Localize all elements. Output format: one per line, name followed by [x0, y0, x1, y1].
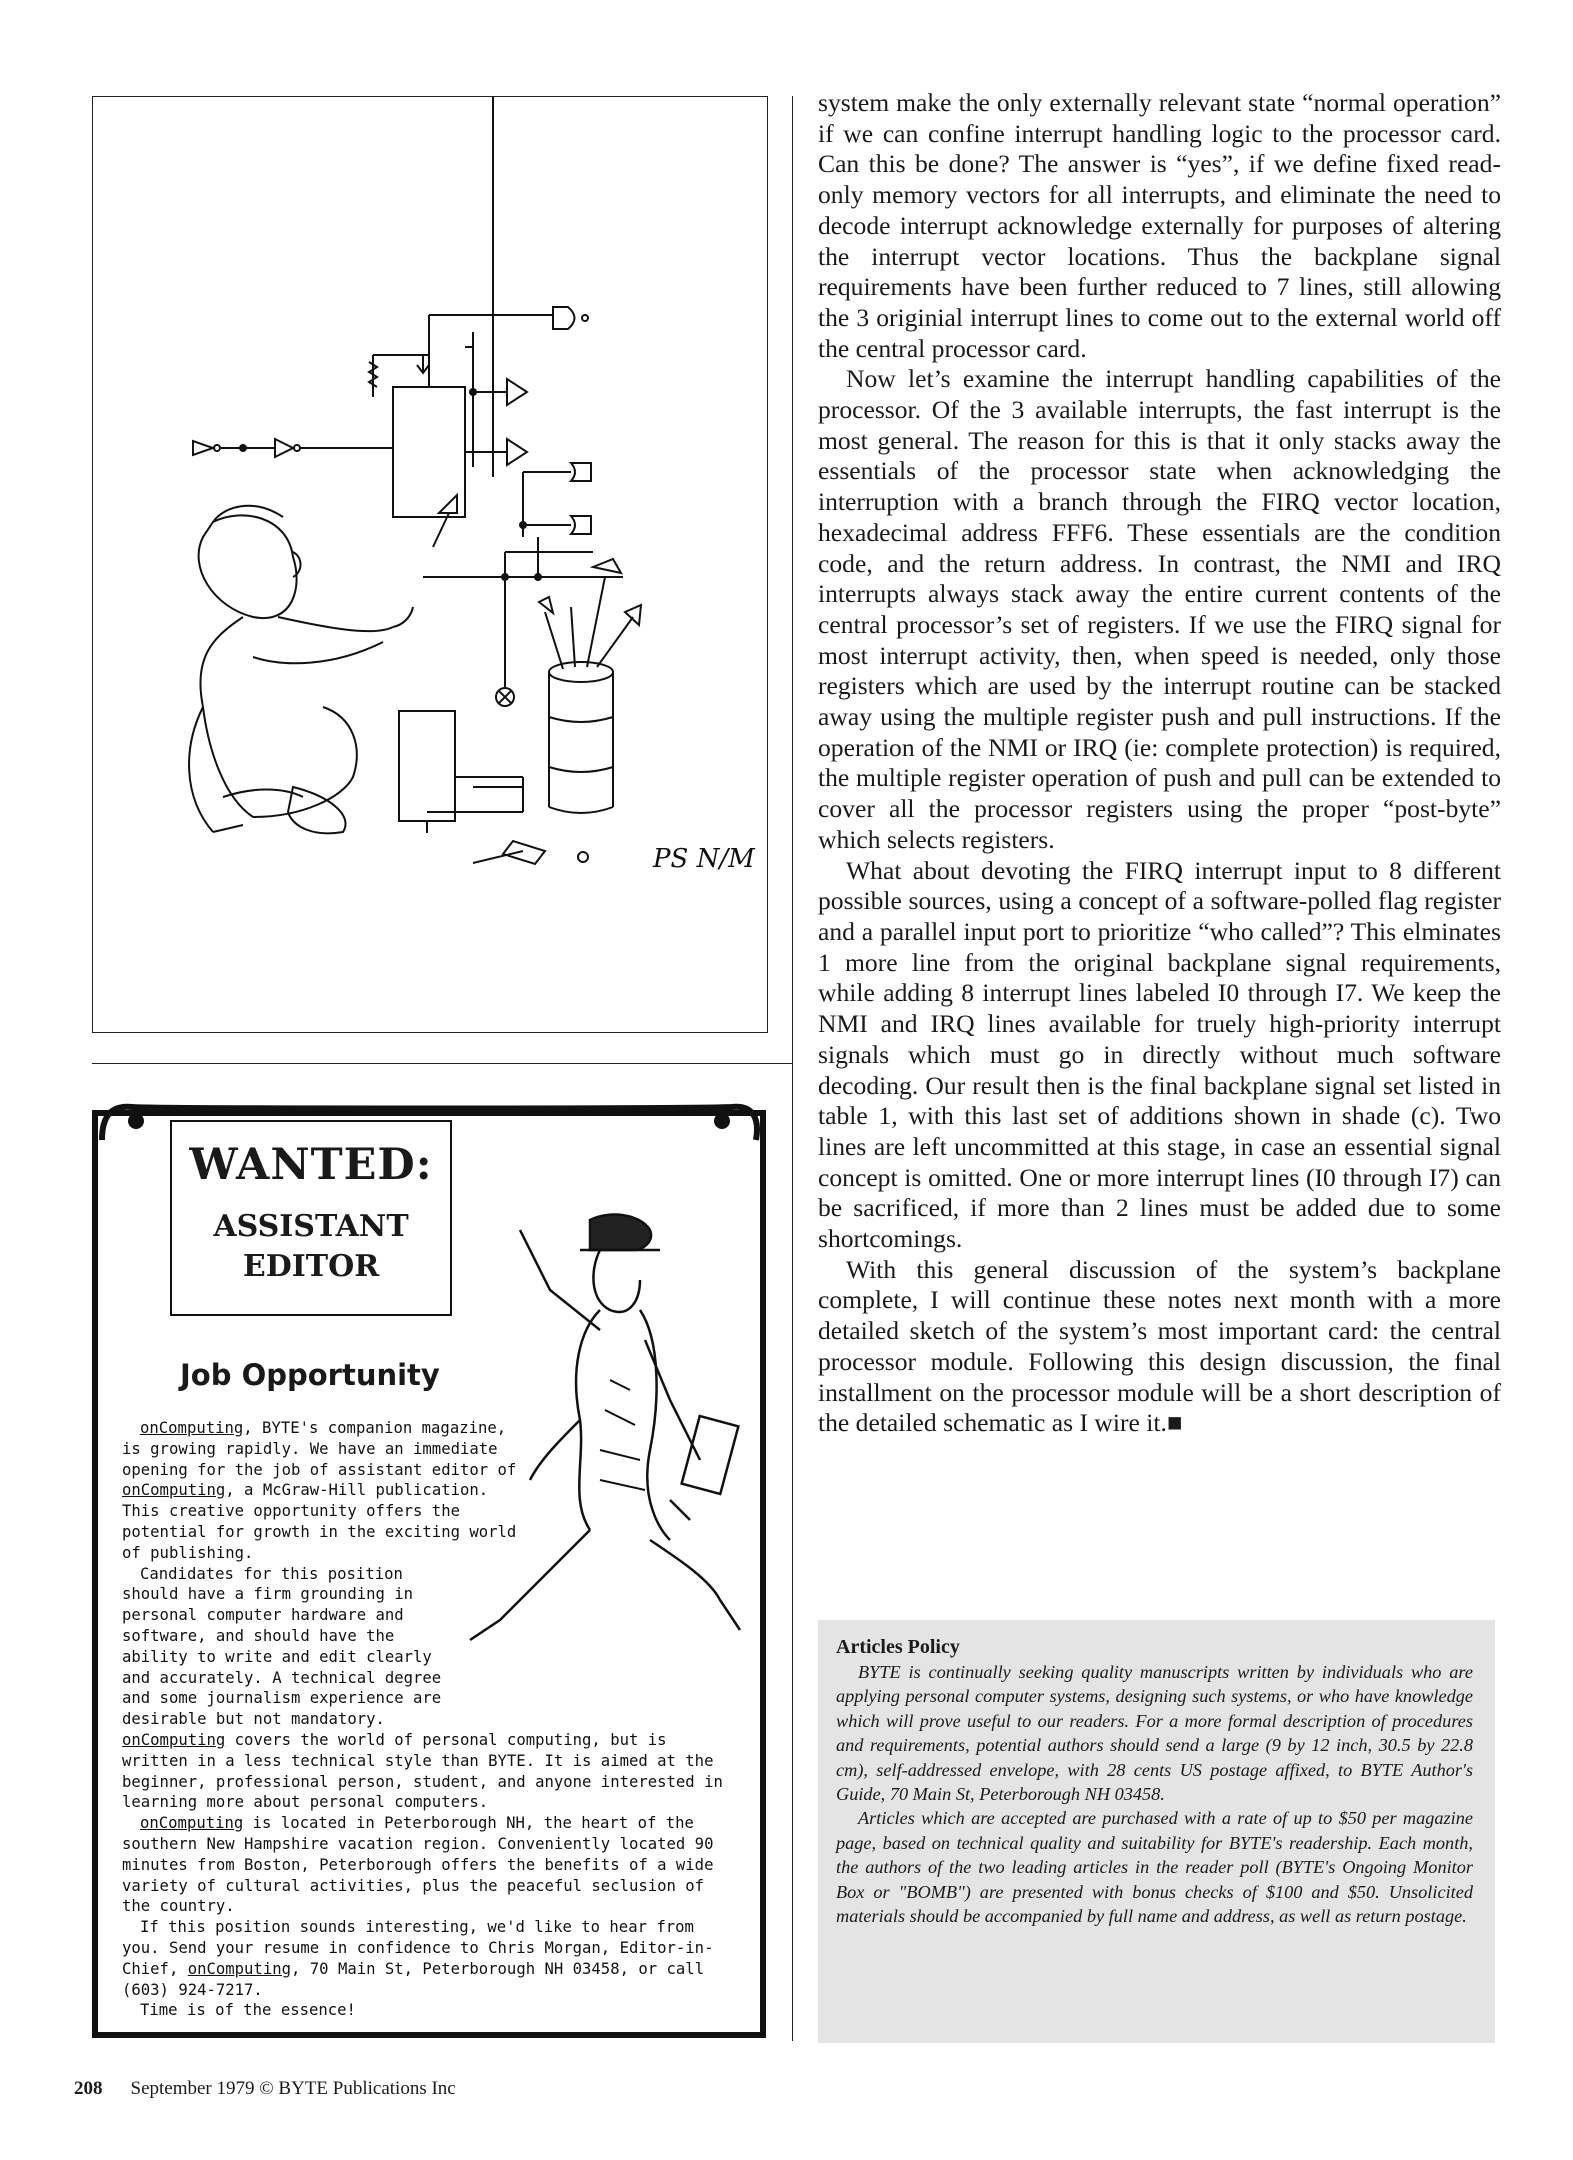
- oncomputing-link: onComputing: [140, 1419, 244, 1437]
- article-body: [818, 88, 1501, 1439]
- ad-paragraph: Candidates for this position should have a firm grounding in personal computer hardware and software, and should have the ability to write and edit clearly and accurately. A technical degree and some journalism experience are desirable but not mandatory.: [122, 1564, 442, 1729]
- job-ad-body: [122, 1418, 734, 2021]
- end-of-article-mark: ■: [1166, 1408, 1183, 1438]
- child-drawing-circuit-illustration: [93, 97, 769, 1034]
- position-title-line: ASSISTANT: [213, 1209, 409, 1244]
- article-paragraph-text: With this general discussion of the system’s backplane complete, I will continue these notes next month with a more detailed sketch of the system’s most important card: the central processor module. Following this design discussion, the final installment on the processor module will be a short description of the detailed schematic as I wire it.: [818, 1254, 1501, 1438]
- artist-signature: PS N/M: [653, 844, 755, 874]
- article-paragraph: What about devoting the FIRQ interrupt input to 8 different possible sources, using a concept of a software-polled flag register and a parallel input port to prioritize “who called”? This elminates 1 more line from the original backplane signal requirements, while adding 8 interrupt lines labeled I0 through I7. We keep the NMI and IRQ lines available for truely high-priority interrupt signals which must go in directly without much software decoding. Our result then is the final backplane signal set listed in table 1, with this last set of additions shown in shade (c). Two lines are left uncommitted at this stage, in case an essential signal concept is omitted. One or more interrupt lines (I0 through I7) can be sacrificed, if more than 2 lines must be added due to some shortcomings.: [818, 855, 1501, 1254]
- oncomputing-link: onComputing: [140, 1814, 244, 1833]
- ad-text: is located in Peterborough NH, the heart of the southern New Hampshire vacation region. Conveniently located 90 minutes from Boston, Peterborough offers the benefits of a wide variety of cultural activities, plus the peaceful seclusion of the country.: [122, 1814, 714, 1916]
- oncomputing-link: onComputing: [122, 1481, 226, 1500]
- wanted-sign: [170, 1120, 452, 1316]
- position-title-line: EDITOR: [242, 1249, 380, 1284]
- ad-top-divider: [92, 1063, 792, 1064]
- ad-text: If this position sounds interesting, we'd like to hear from you. Send your resume in confidence to Chris Morgan, Editor-in-Chief,: [122, 1918, 714, 1978]
- policy-paragraph: BYTE is continually seeking quality manuscripts written by individuals who are applying personal computer systems, designing such systems, or who have knowledge which will prove useful to our readers. For a more formal description of procedures and requirements, potential authors should send a large (9 by 12 inch, 30.5 by 22.8 cm), self-addressed envelope, with 28 cents US postage affixed, to BYTE Author's Guide, 70 Main St, Peterborough NH 03458.: [836, 1662, 1473, 1805]
- oncomputing-link: onComputing: [122, 1730, 226, 1749]
- ad-paragraph: Time is of the essence!: [140, 2001, 356, 2020]
- article-paragraph: [818, 1255, 1501, 1439]
- position-title: [172, 1207, 450, 1287]
- article-paragraph: system make the only externally relevant state “normal operation” if we can confine interrupt handling logic to the processor card. Can this be done? The answer is “yes”, if we define fixed read-only memory vectors for all interrupts, and eliminate the need to decode interrupt acknowledge externally for purposes of altering the interrupt vector locations. Thus the backplane signal requirements have been further reduced to 7 lines, still allowing the 3 originial interrupt lines to come out to the external world off the central processor card.: [818, 88, 1501, 363]
- wanted-headline: WANTED:: [189, 1140, 433, 1190]
- ad-paragraph: [122, 1730, 734, 1813]
- article-paragraph: Now let’s examine the interrupt handling capabilities of the processor. Of the 3 available interrupts, the fast interrupt is the most general. The reason for this is that it only stacks away the essentials of the processor state when acknowledging the interruption with a branch through the FIRQ vector location, hexadecimal address FFF6. These essentials are the condition code, and the return address. In contrast, the NMI and IRQ interrupts always stack away the entire current contents of the central processor’s set of registers. If we use the FIRQ signal for most interrupt activity, then, when speed is needed, only those registers which are used by the interrupt routine can be stacked away using the multiple register push and pull instructions. If the operation of the NMI or IRQ (ie: complete protection) is required, the multiple register operation of push and pull can be extended to cover all the processor registers using the proper “post-byte” which selects registers.: [818, 364, 1501, 854]
- job-opportunity-heading: Job Opportunity: [180, 1358, 440, 1392]
- page-footer: [74, 2078, 456, 2100]
- column-divider: [792, 96, 793, 2041]
- ad-text: , 70 Main St, Peterborough NH 03458, or call (603) 924-7217.: [122, 1959, 705, 1999]
- policy-heading: Articles Policy: [836, 1636, 960, 1658]
- ad-paragraph: [122, 1418, 527, 1564]
- ad-text: covers the world of personal computing, but is written in a less technical style than BYTE. It is aimed at the beginner, professional person, student, and anyone interested in learning more about personal computers.: [122, 1730, 723, 1812]
- page-number: 208: [74, 2078, 103, 2099]
- ad-text: , BYTE's companion magazine, is growing rapidly. We have an immediate opening for the job of assistant editor of: [122, 1419, 517, 1479]
- oncomputing-link: onComputing: [187, 1959, 291, 1978]
- cartoon-illustration: [92, 96, 768, 1033]
- policy-paragraph: Articles which are accepted are purchased with a rate of up to $50 per magazine page, based on technical quality and suitability for BYTE's readership. Each month, the authors of the two leading articles in the reader poll (BYTE's Ongoing Monitor Box or "BOMB") are presented with bonus checks of $100 and $50. Unsolicited materials should be accompanied by full name and address, as well as return postage.: [836, 1808, 1473, 1927]
- ad-text: , a McGraw-Hill publication. This creative opportunity offers the potential for growth in the exciting world of publishing.: [122, 1481, 517, 1562]
- ad-paragraph: [122, 1813, 734, 1917]
- ad-paragraph: [122, 1917, 734, 2000]
- footer-text: September 1979 © BYTE Publications Inc: [130, 2078, 456, 2099]
- articles-policy-box: [818, 1620, 1495, 2043]
